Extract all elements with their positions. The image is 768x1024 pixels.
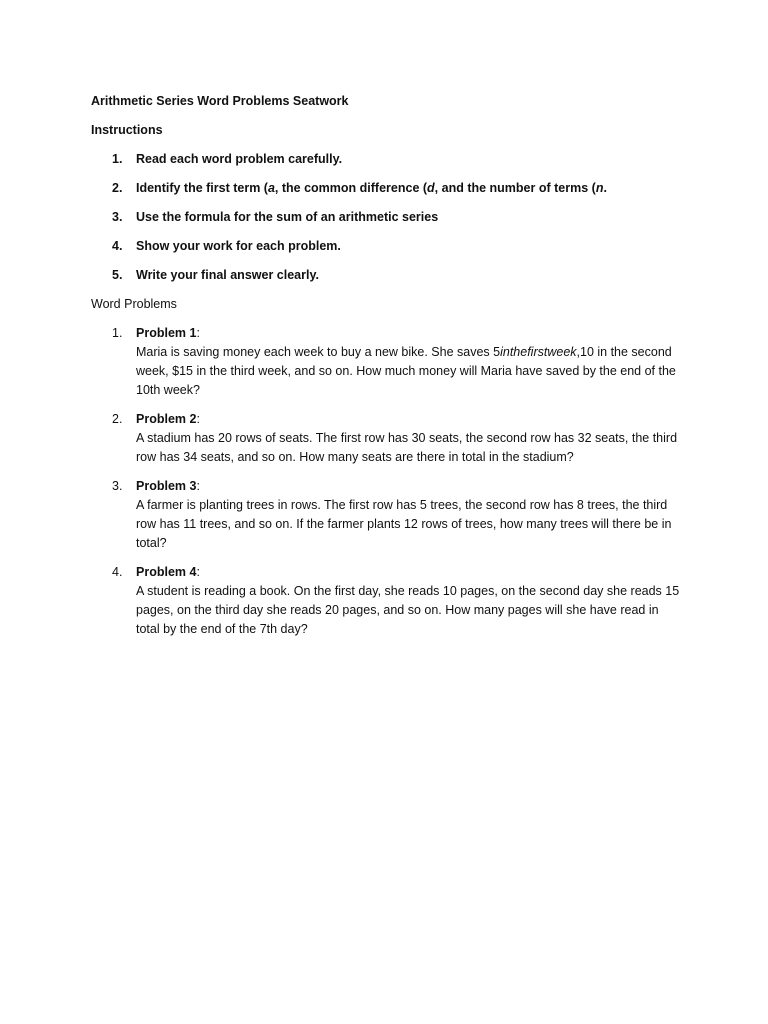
word-problems-heading: Word Problems bbox=[91, 297, 177, 311]
instruction-text-part: . bbox=[603, 181, 607, 195]
instruction-item bbox=[91, 179, 681, 198]
problem-colon: : bbox=[196, 565, 200, 579]
problem-item bbox=[91, 563, 681, 639]
instruction-text: Write your final answer clearly. bbox=[136, 268, 319, 282]
problem-label: Problem 3 bbox=[136, 479, 197, 493]
problem-text: A student is reading a book. On the first day, she reads 10 pages, on the second day she reads 15 pages, on the third day she reads 20 pages, and so on. How many pages will she have read in total by the end of the 7th day? bbox=[136, 584, 680, 636]
problem-title bbox=[136, 479, 200, 493]
problem-number: 1. bbox=[112, 326, 123, 340]
instruction-text-part: Identify the first term ( bbox=[136, 181, 268, 195]
instruction-text-part: , the common difference ( bbox=[274, 181, 428, 195]
instruction-item bbox=[91, 150, 681, 169]
instruction-item bbox=[91, 266, 681, 285]
problem-text-italic: inthefirstweek bbox=[500, 345, 577, 359]
instruction-text: Show your work for each problem. bbox=[136, 239, 341, 253]
problem-item bbox=[91, 477, 681, 553]
problem-number: 2. bbox=[112, 412, 123, 426]
problem-item bbox=[91, 324, 681, 400]
problem-text-part: ,10 in the second week, $15 in the third week, and so on. How much money will Maria have saved by the end of the 10th week? bbox=[136, 345, 676, 397]
problem-text: A stadium has 20 rows of seats. The first row has 30 seats, the second row has 32 seats, the third row has 34 seats, and so on. How many seats are there in total in the stadium? bbox=[136, 431, 678, 464]
problem-colon: : bbox=[196, 479, 200, 493]
problem-number: 3. bbox=[112, 479, 123, 493]
problem-title bbox=[136, 412, 200, 426]
variable-n: n bbox=[595, 181, 604, 195]
problem-label: Problem 1 bbox=[136, 326, 197, 340]
document-content bbox=[91, 92, 681, 649]
instructions-heading: Instructions bbox=[91, 123, 163, 137]
problem-text-part: Maria is saving money each week to buy a new bike. She saves 5 bbox=[136, 345, 501, 359]
problem-label: Problem 2 bbox=[136, 412, 197, 426]
instruction-item bbox=[91, 208, 681, 227]
document-title: Arithmetic Series Word Problems Seatwork bbox=[91, 94, 349, 108]
instruction-number: 3. bbox=[112, 210, 123, 224]
variable-d: d bbox=[427, 181, 435, 195]
instructions-list bbox=[91, 150, 681, 285]
instruction-number: 4. bbox=[112, 239, 123, 253]
instruction-text: Read each word problem carefully. bbox=[136, 152, 343, 166]
problem-colon: : bbox=[196, 326, 200, 340]
problem-title bbox=[136, 326, 200, 340]
problem-number: 4. bbox=[112, 565, 123, 579]
instruction-item bbox=[91, 237, 681, 256]
problem-label: Problem 4 bbox=[136, 565, 197, 579]
problem-text bbox=[136, 343, 681, 400]
variable-a: a bbox=[267, 181, 275, 195]
instruction-number: 5. bbox=[112, 268, 123, 282]
instruction-text bbox=[136, 181, 607, 195]
problem-colon: : bbox=[196, 412, 200, 426]
problem-text: A farmer is planting trees in rows. The first row has 5 trees, the second row has 8 trees, the third row has 11 trees, and so on. If the farmer plants 12 rows of trees, how many trees will there be in total? bbox=[136, 498, 672, 550]
problem-item bbox=[91, 410, 681, 467]
instruction-number: 1. bbox=[112, 152, 123, 166]
instruction-text-part: , and the number of terms ( bbox=[434, 181, 596, 195]
problem-title bbox=[136, 565, 200, 579]
problems-list bbox=[91, 324, 681, 639]
instruction-text: Use the formula for the sum of an arithmetic series bbox=[136, 210, 439, 224]
instruction-number: 2. bbox=[112, 181, 123, 195]
